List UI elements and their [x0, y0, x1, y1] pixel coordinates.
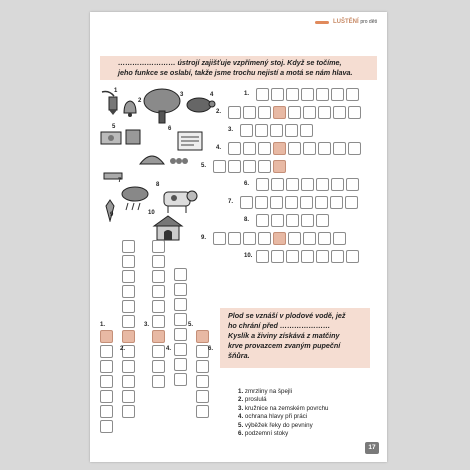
crossword-cell[interactable] — [152, 375, 165, 388]
crossword-cell[interactable] — [152, 315, 165, 328]
crossword-cell[interactable] — [228, 142, 241, 155]
crossword-cell[interactable] — [256, 250, 269, 263]
crossword-cell[interactable] — [316, 250, 329, 263]
crossword-cell[interactable] — [152, 330, 165, 343]
picture-number: 5 — [112, 124, 116, 130]
tree-icon — [142, 88, 182, 124]
clue-bottom-line5: šňůra. — [228, 351, 250, 360]
crossword-cell[interactable] — [258, 106, 271, 119]
clue-list — [238, 388, 328, 438]
crossword-cell[interactable] — [174, 358, 187, 371]
crossword-cell[interactable] — [174, 373, 187, 386]
row-number: 4. — [216, 145, 222, 151]
clue-top — [100, 56, 377, 80]
crossword-cell[interactable] — [228, 232, 241, 245]
crossword-cell[interactable] — [270, 196, 283, 209]
crossword-cell[interactable] — [300, 196, 313, 209]
crossword-cell[interactable] — [122, 330, 135, 343]
crossword-cell[interactable] — [331, 178, 344, 191]
crossword-cell[interactable] — [100, 405, 113, 418]
crossword-cell[interactable] — [213, 160, 226, 173]
crossword-cell[interactable] — [300, 124, 313, 137]
newspaper-icon — [176, 130, 204, 152]
workbook-page — [90, 12, 387, 462]
picture-clues — [98, 86, 218, 246]
crossword-cell[interactable] — [331, 250, 344, 263]
column-number: 2. — [120, 346, 126, 352]
crossword-cell[interactable] — [100, 360, 113, 373]
crossword-cell[interactable] — [152, 270, 165, 283]
crossword-cell[interactable] — [273, 142, 286, 155]
crossword-cell[interactable] — [258, 232, 271, 245]
crossword-cell[interactable] — [273, 232, 286, 245]
crossword-cell[interactable] — [174, 268, 187, 281]
money-icon — [124, 128, 142, 146]
crossword-cell[interactable] — [258, 142, 271, 155]
clue-top-line2: jeho funkce se oslabí, takže jsme trochu nejistí a motá se nám hlava. — [118, 68, 353, 77]
crossword-cell[interactable] — [243, 232, 256, 245]
crossword-cell[interactable] — [286, 178, 299, 191]
crossword-cell[interactable] — [243, 160, 256, 173]
picture-number: 9 — [110, 212, 114, 218]
column-number: 6. — [208, 346, 214, 352]
row-number: 10. — [244, 253, 253, 259]
crossword-cell[interactable] — [243, 142, 256, 155]
clue-bottom — [220, 308, 370, 368]
row-number: 6. — [244, 181, 250, 187]
crossword-cell[interactable] — [100, 420, 113, 433]
list-item: 3. kružnice na zemském povrchu — [238, 404, 329, 412]
crossword-cell[interactable] — [318, 106, 331, 119]
crossword-cell[interactable] — [122, 300, 135, 313]
crossword-cell[interactable] — [348, 142, 361, 155]
crossword-cell[interactable] — [256, 88, 269, 101]
crossword-cell[interactable] — [285, 196, 298, 209]
crossword-cell[interactable] — [288, 106, 301, 119]
crossword-cell[interactable] — [333, 106, 346, 119]
crossword-cell[interactable] — [286, 214, 299, 227]
picture-number: 7 — [118, 178, 122, 184]
crossword-cell[interactable] — [333, 142, 346, 155]
list-item: 2. proslulá — [238, 396, 267, 404]
crossword-cell[interactable] — [100, 390, 113, 403]
picture-number: 6 — [168, 126, 172, 132]
crossword-cell[interactable] — [100, 345, 113, 358]
banknote-icon — [100, 130, 122, 146]
crossword-cell[interactable] — [285, 124, 298, 137]
crossword-cell[interactable] — [255, 196, 268, 209]
rain-cloud-icon — [120, 186, 150, 212]
crossword-cell[interactable] — [100, 375, 113, 388]
brand-title — [333, 19, 377, 25]
crossword-cell[interactable] — [316, 178, 329, 191]
crossword-cell[interactable] — [286, 250, 299, 263]
crossword-cell[interactable] — [271, 214, 284, 227]
crossword-cell[interactable] — [174, 343, 187, 356]
row-number: 8. — [244, 217, 250, 223]
picture-number: 4 — [210, 92, 214, 98]
crossword-cell[interactable] — [122, 315, 135, 328]
crossword-cell[interactable] — [122, 390, 135, 403]
crossword-cell[interactable] — [256, 214, 269, 227]
crossword-cell[interactable] — [174, 328, 187, 341]
crossword-cell[interactable] — [152, 240, 165, 253]
crossword-cell[interactable] — [315, 196, 328, 209]
crossword-cell[interactable] — [273, 106, 286, 119]
crossword-cell[interactable] — [174, 298, 187, 311]
row-number: 5. — [201, 163, 207, 169]
list-item: 6. podzemní stoky — [238, 430, 289, 438]
crossword-cell[interactable] — [196, 375, 209, 388]
crossword-cell[interactable] — [258, 160, 271, 173]
column-number: 4. — [166, 346, 172, 352]
row-number: 3. — [228, 127, 234, 133]
crossword-cell[interactable] — [174, 283, 187, 296]
list-item: 1. zmrzliny na špejli — [238, 388, 293, 395]
clue-bottom-line1: Plod se vznáší v plodové vodě, jež — [228, 311, 346, 320]
column-number: 3. — [144, 322, 150, 328]
crossword-cell[interactable] — [348, 106, 361, 119]
clue-bottom-line4: krve provazcem zvaným pupeční — [228, 341, 341, 350]
crossword-cell[interactable] — [288, 142, 301, 155]
carrot-icon — [104, 196, 116, 222]
crossword-cell[interactable] — [122, 360, 135, 373]
crossword-cell[interactable] — [346, 250, 359, 263]
crossword-cell[interactable] — [122, 240, 135, 253]
clue-bottom-line3: Kyslík a živiny získává z matčiny — [228, 331, 340, 340]
crossword-cell[interactable] — [346, 178, 359, 191]
row-number: 1. — [244, 91, 250, 97]
crossword-cell[interactable] — [316, 88, 329, 101]
crossword-cell[interactable] — [152, 345, 165, 358]
crossword-cell[interactable] — [122, 255, 135, 268]
crossword-cell[interactable] — [330, 196, 343, 209]
page-number: 17 — [365, 442, 379, 454]
bell-icon — [120, 98, 140, 118]
crossword-cell[interactable] — [288, 232, 301, 245]
clue-bottom-line2: ho chrání před ………………… — [228, 321, 331, 330]
crossword-cell[interactable] — [196, 390, 209, 403]
crossword-cell[interactable] — [228, 106, 241, 119]
crossword-cell[interactable] — [152, 300, 165, 313]
crossword-cell[interactable] — [122, 270, 135, 283]
list-item: 5. výběžek řeky do pevniny — [238, 421, 313, 429]
crossword-cell[interactable] — [174, 313, 187, 326]
crossword-cell[interactable] — [345, 196, 358, 209]
crossword-cell[interactable] — [228, 160, 241, 173]
row-number: 2. — [216, 109, 222, 115]
crossword-cell[interactable] — [301, 178, 314, 191]
crossword-cell[interactable] — [240, 196, 253, 209]
crossword-cell[interactable] — [301, 250, 314, 263]
crossword-cell[interactable] — [256, 178, 269, 191]
crossword-cell[interactable] — [301, 88, 314, 101]
crossword-cell[interactable] — [255, 124, 268, 137]
crossword-cell[interactable] — [122, 375, 135, 388]
crossword-cell[interactable] — [213, 232, 226, 245]
crossword-cell[interactable] — [122, 285, 135, 298]
crossword-cell[interactable] — [243, 106, 256, 119]
crossword-cell[interactable] — [286, 88, 299, 101]
crossword-cell[interactable] — [346, 88, 359, 101]
crossword-cell[interactable] — [316, 214, 329, 227]
clue-top-line1: …………………… ústrojí zajišťuje vzpřímený stoj. Když se točíme, — [118, 58, 342, 67]
crossword-cell[interactable] — [270, 124, 283, 137]
picture-number: 1 — [114, 88, 118, 94]
crossword-cell[interactable] — [303, 142, 316, 155]
crossword-cell[interactable] — [303, 106, 316, 119]
crossword-cell[interactable] — [152, 360, 165, 373]
crossword-cell[interactable] — [333, 232, 346, 245]
crossword-cell[interactable] — [271, 178, 284, 191]
crossword-cell[interactable] — [301, 214, 314, 227]
crossword-cell[interactable] — [271, 250, 284, 263]
crossword-cell[interactable] — [240, 124, 253, 137]
crossword-cell[interactable] — [271, 88, 284, 101]
cow-icon — [158, 186, 198, 214]
crossword-cell[interactable] — [331, 88, 344, 101]
brand-mark — [315, 21, 329, 24]
picture-number: 2 — [138, 98, 142, 104]
column-number: 5. — [188, 322, 194, 328]
crossword-cell[interactable] — [100, 330, 113, 343]
crossword-cell[interactable] — [196, 405, 209, 418]
picture-number: 10 — [148, 210, 155, 216]
picture-number: 8 — [156, 182, 160, 188]
brand-label: LUŠTĚNÍ — [332, 19, 359, 25]
watermelon-icon — [138, 150, 166, 170]
crossword-cell[interactable] — [318, 232, 331, 245]
list-item: 4. ochrana hlavy při práci — [238, 413, 308, 421]
row-number: 9. — [201, 235, 207, 241]
crossword-cell[interactable] — [196, 330, 209, 343]
crossword-cell[interactable] — [303, 232, 316, 245]
crossword-cell[interactable] — [122, 405, 135, 418]
crossword-cell[interactable] — [318, 142, 331, 155]
brand-sub-label: pro děti — [360, 19, 377, 25]
crossword-cell[interactable] — [152, 255, 165, 268]
crossword-cell[interactable] — [196, 360, 209, 373]
doghouse-icon — [152, 214, 184, 242]
picture-number: 3 — [180, 92, 184, 98]
row-number: 7. — [228, 199, 234, 205]
hammer-icon — [102, 170, 126, 182]
crossword-cell[interactable] — [152, 285, 165, 298]
crossword-cell[interactable] — [273, 160, 286, 173]
beads-icon — [168, 152, 190, 170]
column-number: 1. — [100, 322, 106, 328]
